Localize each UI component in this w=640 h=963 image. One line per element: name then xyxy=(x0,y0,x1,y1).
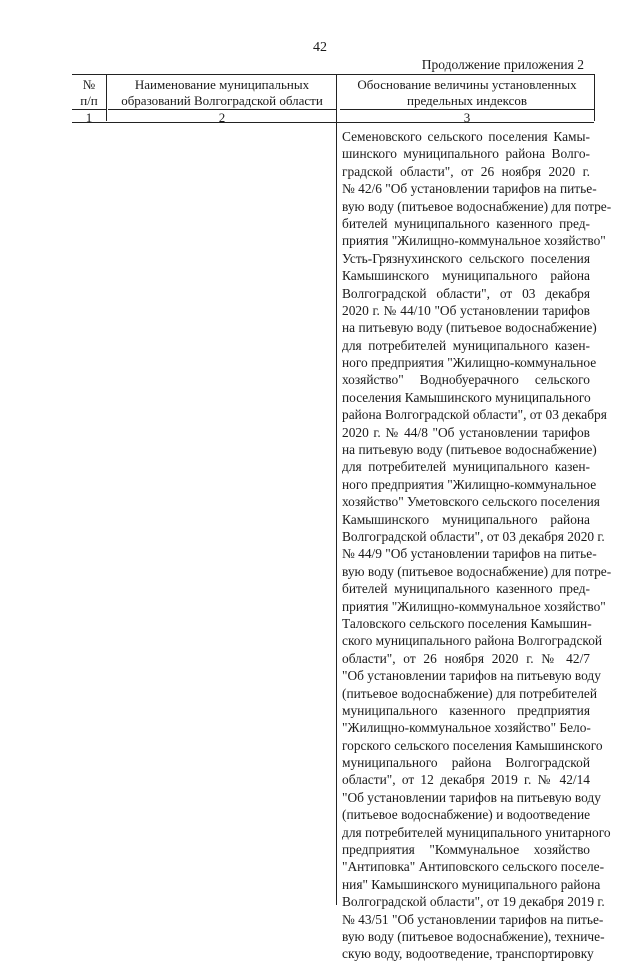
text-line: Семеновского сельского поселения Камы- xyxy=(342,129,590,144)
text-line: № 44/9 "Об установлении тарифов на питье- xyxy=(342,546,597,562)
header-col-justification xyxy=(340,75,594,124)
text-line: Камышинского муниципального района xyxy=(342,268,590,284)
text-line: ного предприятия "Жилищно-коммунальное xyxy=(342,476,597,492)
text-line: ного предприятия "Жилищно-коммунальное xyxy=(342,355,597,371)
text-line: вую воду (питьевое водоснабжение) для потре- xyxy=(342,198,612,214)
column-divider-1 xyxy=(106,74,107,121)
text-line: "Жилищно-коммунальное хозяйство" Бело- xyxy=(342,720,591,736)
text-line: бителей муниципального казенного пред- xyxy=(342,581,590,597)
text-line: Усть-Грязнухинского сельского поселения xyxy=(342,250,590,266)
header-col-number-line1: № xyxy=(82,77,96,92)
continuation-label: Продолжение приложения 2 xyxy=(421,57,584,72)
text-line: области", от 12 декабря 2019 г. № 42/14 xyxy=(342,772,590,788)
text-line: на питьевую воду (питьевое водоснабжение) xyxy=(342,320,597,336)
header-col-justification-index: 3 xyxy=(340,109,594,124)
text-line: района Волгоградской области", от 03 декабря xyxy=(342,407,607,423)
text-line: Волгоградской области", от 19 декабря 2019 г. xyxy=(342,894,605,910)
text-line: Таловского сельского поселения Камышин- xyxy=(342,615,592,631)
header-col-number-line2: п/п xyxy=(80,93,98,108)
text-line: бителей муниципального казенного пред- xyxy=(342,215,590,231)
text-line: Волгоградской области", от 03 декабря xyxy=(342,285,590,301)
text-line: ского муниципального района Волгоградской xyxy=(342,633,603,649)
justification-text xyxy=(342,128,612,963)
text-line: приятия "Жилищно-коммунальное хозяйство" xyxy=(342,598,606,614)
text-line: области", от 26 ноября 2020 г. № 42/7 xyxy=(342,650,590,666)
text-line: на питьевую воду (питьевое водоснабжение) xyxy=(342,442,597,458)
text-line: (питьевое водоснабжение) для потребителей xyxy=(342,685,597,701)
column-divider-2 xyxy=(336,74,337,905)
header-col-name-line1: Наименование муниципальных xyxy=(134,77,310,92)
header-col-name xyxy=(108,75,336,124)
header-col-name-line2: образований Волгоградской области xyxy=(121,93,323,108)
text-line: приятия "Жилищно-коммунальное хозяйство" xyxy=(342,233,606,249)
text-line: 2020 г. № 44/10 "Об установлении тарифов xyxy=(342,302,590,318)
header-col-justification-line1: Обоснование величины установленных xyxy=(357,77,577,92)
page-number: 42 xyxy=(313,40,327,55)
text-line: скую воду, водоотведение, транспортировку xyxy=(342,946,594,962)
column-divider-3 xyxy=(594,74,595,121)
text-line: № 43/51 "Об установлении тарифов на питье- xyxy=(342,911,604,927)
text-line: "Об установлении тарифов на питьевую воду xyxy=(342,789,601,805)
text-line: горского сельского поселения Камышинского xyxy=(342,737,603,753)
text-line: муниципального казенного предприятия xyxy=(342,702,590,718)
text-line: вую воду (питьевое водоснабжение) для потре- xyxy=(342,563,612,579)
text-line: ния" Камышинского муниципального района xyxy=(342,876,601,892)
header-col-justification-line2: предельных индексов xyxy=(407,93,527,108)
header-col-number-index: 1 xyxy=(72,109,106,124)
text-line: Камышинского муниципального района xyxy=(342,511,590,527)
text-line: поселения Камышинского муниципального xyxy=(342,389,591,405)
text-line: хозяйство" Уметовского сельского поселения xyxy=(342,494,600,510)
text-line: градской области", от 26 ноября 2020 г. xyxy=(342,163,590,179)
text-line: "Об установлении тарифов на питьевую воду xyxy=(342,668,601,684)
text-line: шинского муниципального района Волго- xyxy=(342,146,590,162)
text-line: предприятия "Коммунальное хозяйство xyxy=(342,842,590,858)
text-line: Волгоградской области", от 03 декабря 2020 г. xyxy=(342,528,605,544)
text-line: для потребителей муниципального казен- xyxy=(342,459,590,475)
text-line: для потребителей муниципального унитарного xyxy=(342,824,611,840)
text-line: "Антиповка" Антиповского сельского поселе- xyxy=(342,859,605,875)
text-line: № 42/6 "Об установлении тарифов на питье- xyxy=(342,181,597,197)
text-line: для потребителей муниципального казен- xyxy=(342,337,590,353)
text-line: вую воду (питьевое водоснабжение), техниче- xyxy=(342,928,605,944)
header-col-name-index: 2 xyxy=(108,109,336,124)
text-line: муниципального района Волгоградской xyxy=(342,755,590,771)
text-line: хозяйство" Воднобуерачного сельского xyxy=(342,372,590,388)
table-header xyxy=(72,74,594,123)
text-line: (питьевое водоснабжение) и водоотведение xyxy=(342,807,591,823)
header-col-number xyxy=(72,75,106,124)
text-line: 2020 г. № 44/8 "Об установлении тарифов xyxy=(342,424,590,440)
